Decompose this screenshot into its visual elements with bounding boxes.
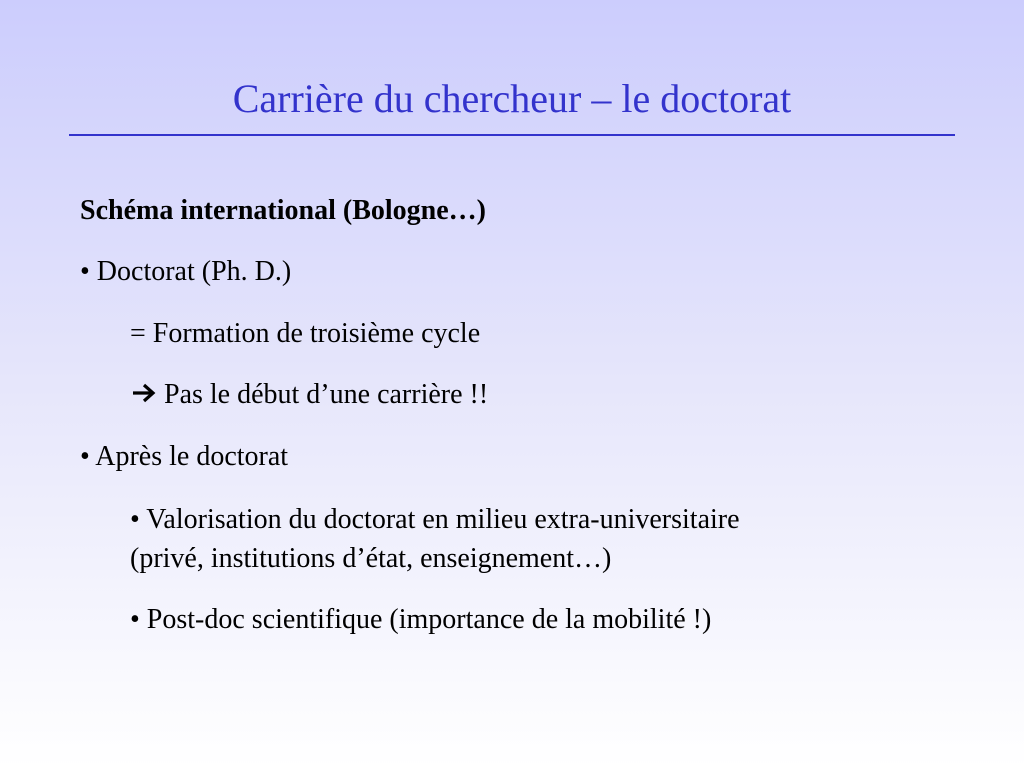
section-heading: Schéma international (Bologne…) (80, 195, 486, 226)
bullet-apres-doctorat: • Après le doctorat (80, 441, 289, 472)
title-underline (69, 134, 955, 136)
sub-item-valorisation-line2: (privé, institutions d’état, enseignement…) (130, 543, 612, 574)
bullet-doctorat: • Doctorat (Ph. D.) (80, 256, 292, 287)
slide-title: Carrière du chercheur – le doctorat (232, 76, 792, 121)
sub-item-valorisation-line1: • Valorisation du doctorat en milieu extra-universitaire (130, 504, 740, 535)
right-arrow-icon (130, 379, 158, 407)
sub-item-pas-debut-text: Pas le début d’une carrière !! (164, 379, 489, 410)
sub-item-pas-debut (130, 378, 488, 412)
sub-item-post-doc: • Post-doc scientifique (importance de la mobilité !) (130, 604, 712, 635)
sub-item-formation: = Formation de troisième cycle (130, 318, 481, 349)
